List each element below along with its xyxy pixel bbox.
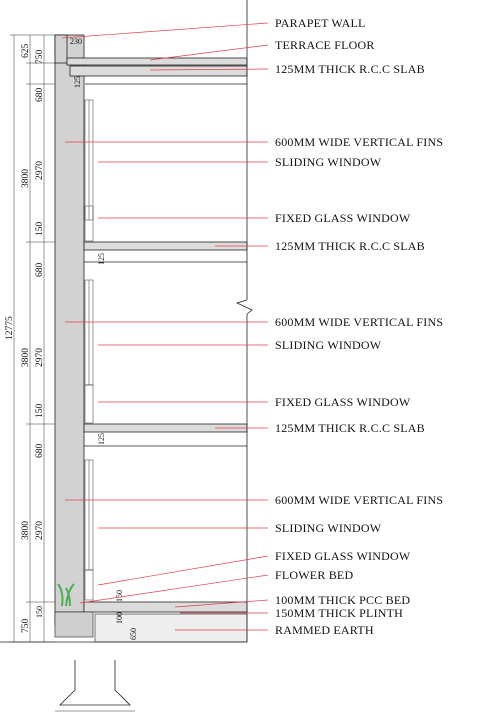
dim-parapet-thickness: 230 <box>70 37 82 46</box>
dim-base-150: 150 <box>35 606 44 618</box>
plinth-block <box>55 612 93 637</box>
fixed-window-2 <box>85 385 93 423</box>
break-line <box>237 300 252 314</box>
fixed-window-3 <box>85 570 93 600</box>
leader-flower-bed <box>80 575 268 603</box>
dim-slab-top: 125 <box>73 76 82 88</box>
label-fins-2: 600MM WIDE VERTICAL FINS <box>275 315 444 329</box>
label-sliding-2: SLIDING WINDOW <box>275 338 382 352</box>
dim-terrace-750: 750 <box>35 49 45 64</box>
dim-slab-mid-1: 125 <box>97 253 106 265</box>
label-flower-bed: FLOWER BED <box>275 568 354 582</box>
dim-pcc-100: 100 <box>115 612 124 624</box>
dim-bed-150: 150 <box>115 590 124 602</box>
callout-labels <box>275 16 443 637</box>
dim-slab-mid-2: 125 <box>97 433 106 445</box>
label-sliding-3: SLIDING WINDOW <box>275 521 382 535</box>
leader-fixed-3 <box>98 556 268 585</box>
dim-floor-height-3: 3800 <box>21 521 31 540</box>
label-slab-3: 125MM THICK R.C.C SLAB <box>275 421 425 435</box>
dim-parapet: 625 <box>21 43 31 58</box>
dim-base-750: 750 <box>21 618 31 633</box>
top-rcc-slab <box>70 66 247 76</box>
dim-sill-2: 680 <box>35 262 45 277</box>
footing <box>60 660 130 705</box>
label-slab-2: 125MM THICK R.C.C SLAB <box>275 239 425 253</box>
leader-parapet <box>62 23 268 38</box>
dim-gap-2: 150 <box>35 403 45 418</box>
dim-floor-height-1: 3800 <box>21 169 31 188</box>
dim-sill-3: 680 <box>35 443 45 458</box>
parapet-wall <box>55 35 67 63</box>
label-parapet-wall: PARAPET WALL <box>275 16 366 30</box>
label-fixed-3: FIXED GLASS WINDOW <box>275 549 411 563</box>
label-fins-1: 600MM WIDE VERTICAL FINS <box>275 135 444 149</box>
label-pcc-bed: 100MM THICK PCC BED <box>275 593 411 607</box>
label-fixed-2: FIXED GLASS WINDOW <box>275 395 411 409</box>
label-sliding-1: SLIDING WINDOW <box>275 155 382 169</box>
vertical-fin-wall <box>55 35 84 625</box>
dim-earth-650: 650 <box>129 628 138 640</box>
label-terrace-floor: TERRACE FLOOR <box>275 38 375 52</box>
label-rammed-earth: RAMMED EARTH <box>275 623 374 637</box>
dim-window-3: 2970 <box>35 521 45 540</box>
dim-window-1: 2970 <box>35 161 45 180</box>
dim-total-height: 12775 <box>5 316 15 340</box>
dim-sill-1: 680 <box>35 87 45 102</box>
label-fixed-1: FIXED GLASS WINDOW <box>275 211 411 225</box>
dim-floor-height-2: 3800 <box>21 348 31 367</box>
label-slab-1: 125MM THICK R.C.C SLAB <box>275 62 425 76</box>
label-fins-3: 600MM WIDE VERTICAL FINS <box>275 493 444 507</box>
dimension-lines <box>10 35 55 642</box>
label-plinth: 150MM THICK PLINTH <box>275 606 404 620</box>
dim-window-2: 2970 <box>35 348 45 367</box>
dim-gap-1: 150 <box>35 221 45 236</box>
